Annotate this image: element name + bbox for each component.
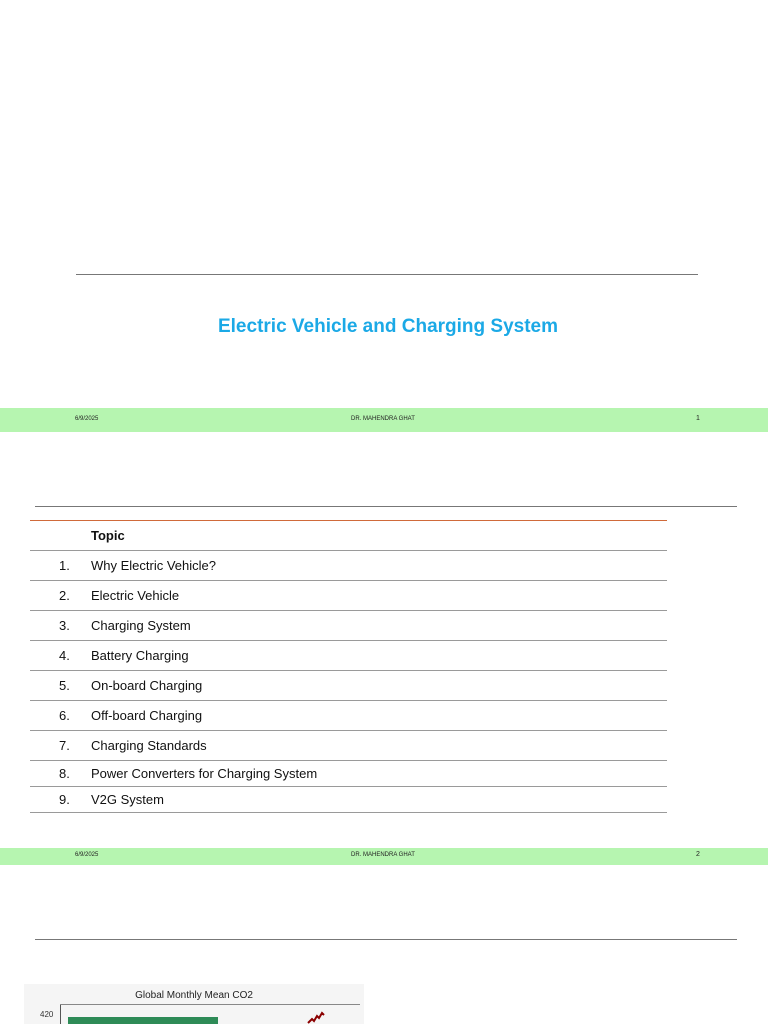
topic-table — [30, 520, 667, 813]
table-row — [30, 671, 667, 701]
footer-date: 6/9/2025 — [75, 852, 99, 858]
topic-label: Why Electric Vehicle? — [91, 558, 216, 573]
table-row — [30, 701, 667, 731]
topic-label: Power Converters for Charging System — [91, 766, 318, 781]
legend-bar — [68, 1017, 218, 1024]
chart-title-text: Global Monthly Mean CO2 — [135, 990, 253, 1001]
footer-author: DR. MAHENDRA GHAT — [351, 416, 415, 422]
topic-label: Off-board Charging — [91, 708, 203, 723]
y-tick-label: 420 — [40, 1010, 54, 1019]
topic-number: 4. — [59, 648, 70, 663]
x-axis-line-top — [60, 1004, 360, 1005]
topic-number: 5. — [59, 678, 70, 693]
topic-number: 2. — [59, 588, 70, 603]
table-row — [30, 611, 667, 641]
table-header-row — [30, 521, 667, 551]
slide1-footer — [0, 408, 768, 432]
topic-label: V2G System — [91, 792, 164, 807]
topic-number: 1. — [59, 558, 70, 573]
footer-page-number: 2 — [696, 851, 700, 858]
footer-date: 6/9/2025 — [75, 416, 99, 422]
slide2-divider — [35, 506, 737, 507]
table-row — [30, 761, 667, 787]
table-row — [30, 731, 667, 761]
table-header-topic: Topic — [91, 528, 125, 543]
topic-number: 6. — [59, 708, 70, 723]
footer-author: DR. MAHENDRA GHAT — [351, 852, 415, 858]
co2-data-trace — [304, 1010, 334, 1024]
topic-label: Charging System — [91, 618, 191, 633]
topic-label: Electric Vehicle — [91, 588, 180, 603]
co2-chart — [24, 984, 364, 1024]
topic-number: 3. — [59, 618, 70, 633]
table-row — [30, 581, 667, 611]
slide3-divider — [35, 939, 737, 940]
table-row — [30, 551, 667, 581]
topic-number: 7. — [59, 738, 70, 753]
slide2-footer — [0, 848, 768, 865]
topic-number: 9. — [59, 792, 70, 807]
topic-label: Charging Standards — [91, 738, 207, 753]
y-axis-line — [60, 1004, 61, 1024]
chart-title — [24, 990, 364, 1001]
footer-page-number: 1 — [696, 415, 700, 422]
topic-label: Battery Charging — [91, 648, 189, 663]
slide1-divider — [76, 274, 698, 275]
table-row — [30, 641, 667, 671]
slide-title: Electric Vehicle and Charging System — [217, 316, 558, 337]
table-row — [30, 787, 667, 813]
topic-label: On-board Charging — [91, 678, 203, 693]
topic-number: 8. — [59, 766, 70, 781]
